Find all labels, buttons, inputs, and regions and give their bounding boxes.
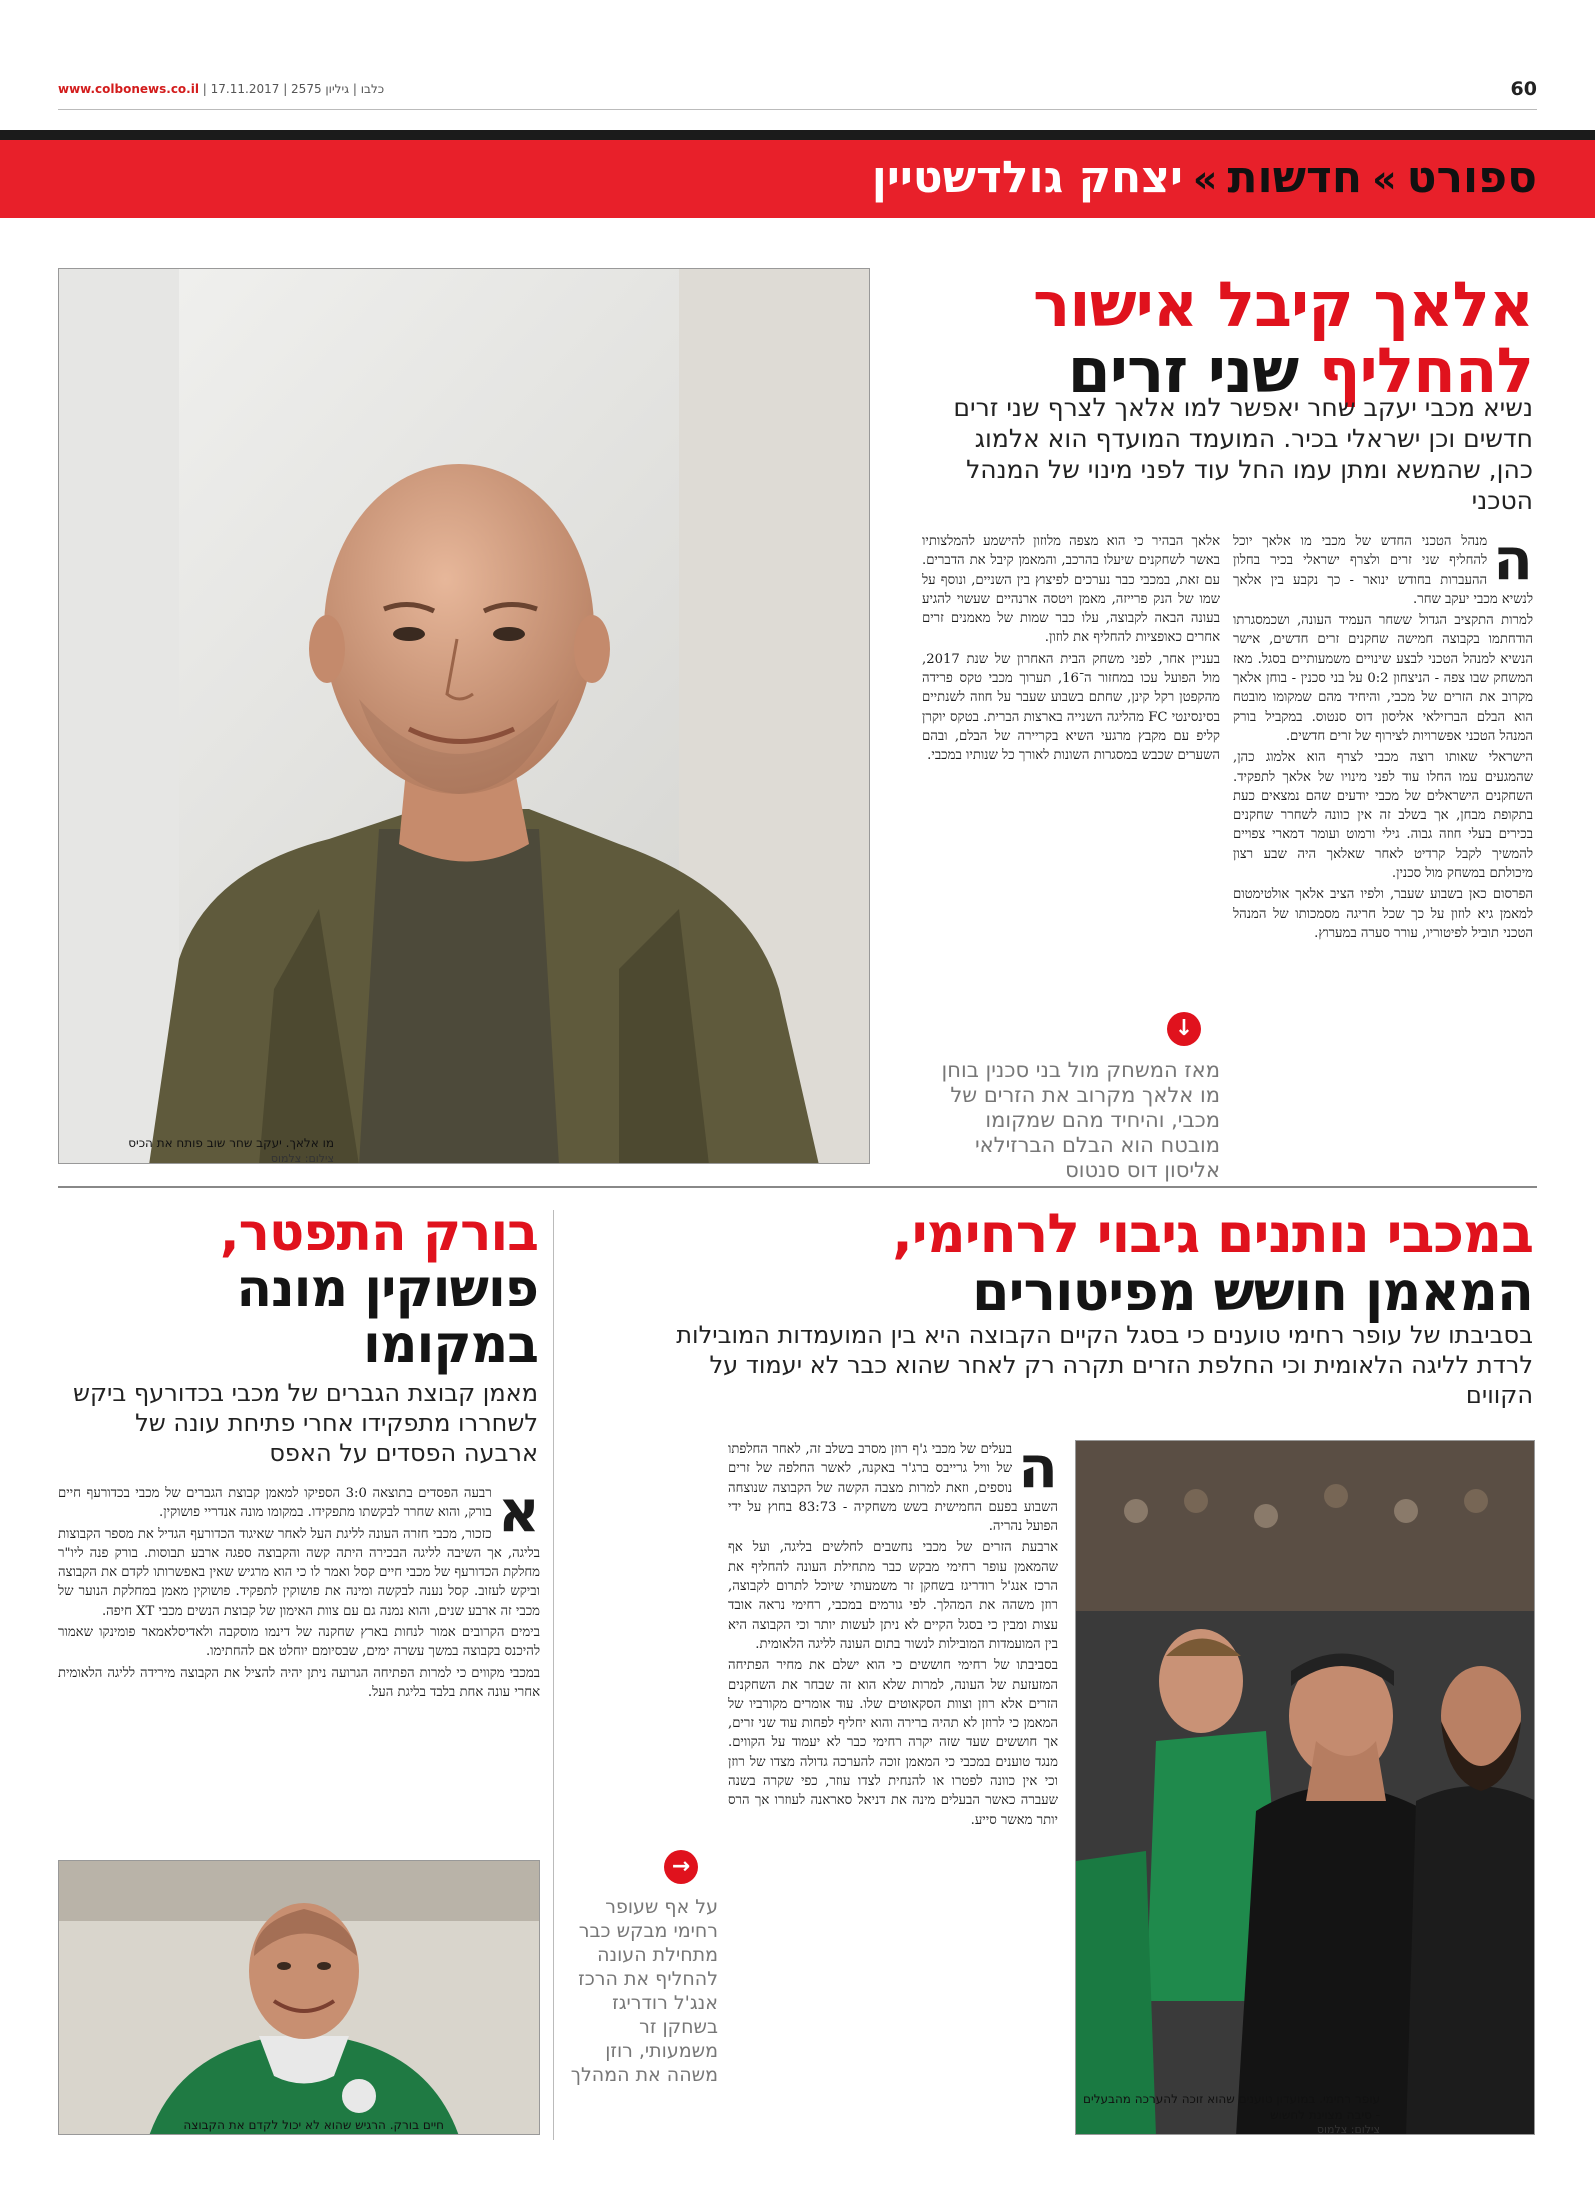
top-strip: [58, 78, 1537, 104]
article3-subhead: מאמן קבוצת הגברים של מכבי בכדורעף ביקש לשחררו מתפקידו אחרי פתיחת עונה של ארבעה הפסדים על האפס: [73, 1379, 538, 1467]
portrait-illustration: [59, 269, 870, 1164]
paragraph: בעניין אחר, לפני משחק הבית האחרון של שנת 2017, מול הפועל עכו במחזור ה־16, תערוך מכבי טקס פרידה מהקפטן רקל קינן, שחתם בשבוע שעבר על חוזה לשנתיים בסינסינטי FC מהליגה השנייה בארצות הברית. בטקס יוקרן קליפ עם מקבץ מרגעי השיא בקריירה של הבלם, ובהם השערים שכבש במסגרות השונות לאורך כל שנותיו במכבי.: [922, 651, 1220, 764]
article1-pullquote: מאז המשחק מול בני סכנין בוחן מו אלאך מקרוב את הזרים של מכבי, והיחיד מהם שמקומו מובטח הוא הבלם הברזילאי אליסון דוס סנטוס: [941, 1058, 1220, 1182]
article1-column-right: [1233, 532, 1533, 1172]
article3-headline: [58, 1205, 538, 1373]
article1-photo: [58, 268, 870, 1164]
article2-headline: [653, 1202, 1533, 1323]
site-url[interactable]: www.colbonews.co.il: [58, 82, 199, 96]
section-divider: [58, 1186, 1537, 1188]
article2-subhead: בסביבתו של עופר רחימי טוענים כי בסגל הקיים הקבוצה היא בין המועמדות המובילות לרדת לליגה הלאומית וכי החלפת הזרים תקרה רק לאחר שהוא כבר לא יעמוד על הקווים: [676, 1321, 1533, 1409]
subsection-label: חדשות: [1227, 152, 1363, 203]
paragraph: במכבי מקווים כי למרות הפתיחה הגרועה ניתן יהיה להציל את הקבוצה מירידה לליגה הלאומית אחרי עונה אחת בלבד בליגת העל.: [58, 1665, 540, 1700]
breadcrumb-separator-icon: »: [1192, 157, 1218, 201]
arrow-right-icon: →: [664, 1850, 698, 1884]
issue-meta: | כלבו | גיליון 2575 | 17.11.2017: [202, 82, 385, 96]
section-bar-top-stripe: [0, 130, 1595, 140]
paragraph: מנהל הטכני החדש של מכבי מו אלאך יוכל להחליף שני זרים ולצרף ישראלי בכיר בחלון ההעברות בחודש ינואר - כך נקבע בין אלאך לנשיא מכבי יעקב שחר.: [1233, 534, 1533, 607]
caption-text: חיים בורק. הרגיש שהוא לא יכול לקדם את הקבוצה: [183, 2118, 444, 2132]
paragraph: למרות התקציב הגדול ששחר העמיד העונה, ושכמסגרתו הודחתמו בקבוצה חמישה שחקנים זרים חדשים, אישר הנשיא למנהל הטכני לבצע שינויים משמעותיים בסגל. מאז המשחק שבו צפה - הניצחון 0:2 על בני סכנין - בוחן אלאך מקרוב את הזרים של מכבי, והיחיד מהם שמקומו מובטח הוא הבלם הברזילאי אליסון דוס סנטוס. במקביל בורק המנהל הטכני אפשרויות לצירוף של זרים חדשים.: [1233, 613, 1533, 744]
article1-photo-caption: [64, 1136, 334, 1166]
section-label: ספורט: [1406, 152, 1537, 203]
article1-column-left: [922, 532, 1220, 952]
article1-headline: [923, 268, 1533, 407]
article2-dropcap: ה: [1018, 1440, 1058, 1501]
paragraph: בימים הקרובים אמור לנחות בארץ שחקנה של דינמו מוסקבה ולאדיסלאמאר פומינקו שאמור להיכנס בקבוצה במשך עשרה ימים, שבסיומם יוחלט אם להחתימו.: [58, 1625, 540, 1660]
headline-line1: במכבי נותנים גיבוי לרחימי,: [892, 1202, 1533, 1265]
caption-text: מו אלאך. יעקב שחר שוב פותח את הכיס: [128, 1136, 334, 1150]
page-number: 60: [1510, 78, 1537, 100]
article2-pullquote: על אף שעופר רחימי מבקש כבר מתחילת העונה להחליף את הרכז אנג'ל רודריגז בשחקן זר משמעותי, רוזן משהה את המהלך: [570, 1896, 718, 2086]
article2-column: [728, 1440, 1058, 2140]
paragraph: ארבעת הזרים של מכבי נחשבים לחלשים בליגה, ועל אף שהמאמן עופר רחימי מבקש כבר מתחילת העונה להחליף את הרכז אנג'ל רודריגז בשחקן זר משמעותי שיוכל לתרום לקבוצה, רוזן משהה את המהלך. לפי גורמים במכבי, רחימי נראה אובד עצות ומבין כי בסגל הקיים לא ניתן לעשות יותר וכי הקבוצה היא בין המועמדות המובילות לנשור בתום העונה לליגה הלאומית.: [728, 1540, 1058, 1652]
paragraph: בסביבתו של רחימי חוששים כי הוא ישלם את מחיר הפתיחה המזעזעת של העונה, למרות שלא הוא זה שבחר את השחקנים הזרים אלא רוזן וצוות הסקאוטים שלו. עוד אומרים מקורביו של המאמן כי לרוזן לא תהיה ברירה והוא יחליף לפחות עוד שני זרים, אך חוששים שעד שזה יקרה רחימי כבר לא יעמוד על הקווים. מנגד טוענים במכבי כי המאמן זוכה להערכה גדולה מצדו של רוזן וכי אין כוונה לפטרו או להנחית לצדו עוזר, כפי שקרה בשנה שעברה כאשר הבעלים מינה את דניאל סאראנה לעוזרו אך הרס יותר מאשר סייע.: [728, 1658, 1058, 1828]
breadcrumb-separator-icon: »: [1372, 157, 1397, 201]
author-label: יצחק גולדשטיין: [871, 152, 1183, 203]
headline-line2-red: להחליף: [1318, 334, 1533, 407]
basketball-sideline-illustration: [1076, 1441, 1535, 2135]
photo-credit: צילום: צלמוס: [1316, 2123, 1380, 2137]
article3-photo: [58, 1860, 540, 2135]
article2-photo-caption: [1080, 2092, 1380, 2137]
headline-line2: המאמן חושש מפיטורים: [972, 1260, 1533, 1323]
header-rule: [58, 109, 1537, 110]
section-breadcrumb: [872, 152, 1537, 203]
paragraph: רבעה הפסדים בתוצאה 3:0 הספיקו למאמן קבוצת הגברים של מכבי בכדורעף חיים בורק, והוא שחרר לבקשתו מתפקידו. במקומו מונה אנדריי פושוקין.: [58, 1486, 492, 1521]
headline-line1: אלאך קיבל אישור: [1032, 268, 1533, 341]
photo-credit: צילום: צלמוס: [270, 1151, 334, 1165]
headline-line1: בורק התפטר,: [219, 1203, 538, 1263]
article3-photo-caption: [64, 2118, 444, 2134]
article1-dropcap: ה: [1493, 532, 1533, 593]
caption-text: עופר רחימי. במועדון טוענים שהוא זוכה להערכה מהבעלים - סיבה מצוינת לחשוש: [1083, 2092, 1380, 2122]
section-bar: [0, 130, 1595, 218]
article3-body: [58, 1484, 540, 1850]
paragraph: כזכור, מכבי חזרה העונה לליגת העל לאחר שאיגוד הכדורעף הגדיל את מספר הקבוצות בליגה, אך השיבה לליגה הבכירה היתה קשה והקבוצה ספגה ארבע תבוסות. בורק פנה ליו"ר מחלקת הכדורעף של מכבי חיים קסל ואמר לו כי הוא מרגיש שאין באפשרותו לקדם את הקבוצה וביקש לעזוב. קסל נענה לבקשה ומינה את פושוקין לתפקיד. פושוקין מאמן במחלקת הנוער של מכבי זה ארבע שנים, והוא נמנה גם עם צוות האימון של קבוצת הנשים מכבי XT חיפה.: [58, 1526, 540, 1619]
paragraph: הפרסום כאן בשבוע שעבר, ולפיו הציב אלאך אולטימטום למאמן גיא לוזון על כך שכל חריגה מסמכותו של המנהל הטכני תוביל לפיטוריו, עורר סערה במערוץ.: [1233, 887, 1533, 941]
article3-dropcap: א: [497, 1484, 540, 1545]
arrow-down-icon: ↓: [1167, 1012, 1201, 1046]
article2-photo: [1075, 1440, 1535, 2135]
headline-line2: פושוקין מונה: [236, 1259, 538, 1319]
coach-portrait-illustration: [59, 1861, 540, 2135]
site-info: [58, 82, 384, 96]
headline-line2-black: שני זרים: [1067, 334, 1299, 407]
headline-line3: במקומו: [363, 1315, 538, 1375]
paragraph: הישראלי שאותו רוצה מכבי לצרף הוא אלמוג כהן, שהמגעים עמו החלו עוד לפני מינויו של אלאך לתפקיד. השחקנים הישראלים של מכבי יודעים שהם נמצאים כעת בתקופת מבחן, אך בשלב זה אין כוונה לשחרר שחקנים בכירים בעלי חוזה גבוה. גילי ורמוט ועומר דמארי צפויים להמשיך לקבל קרדיט לאחר שאלאך היה שבע רצון מיכולתם במשחק מול סכנין.: [1233, 750, 1533, 882]
column-divider: [553, 1210, 554, 2140]
paragraph: בעלים של מכבי ג'ף רוזן מסרב בשלב זה, לאחר החלפתו של וויל גרייבס ברג'ר באקנה, לאשר החלפה של זרים נוספים, וזאת למרות מצבה הקשה של הקבוצה שנוצחה השבוע בפעם החמישית בשש משחקיה - 83:73 בחוץ על ידי הפועל נהריה.: [728, 1442, 1058, 1535]
paragraph: אלאך הבהיר כי הוא מצפה מלוזון להישמע להמלצותיו באשר לשחקנים שיעלו בהרכב, והמאמן קיבל את הדברים. עם זאת, במכבי כבר נערכים לפיצוץ בין השניים, ונוסף על שמו של הנק פרייזה, מאמן ויטסה ארנהיים שעשוי להגיע בעונה הבאה לקבוצה, עלו כבר שמות של מאמנים זרים אחרים כאופציות להחליף את לוזון.: [922, 534, 1220, 646]
article1-subhead: נשיא מכבי יעקב שחר יאפשר למו אלאך לצרף שני זרים חדשים וכן ישראלי בכיר. המועמד המועדף הוא אלמוג כהן, שהמשא ומתן עמו החל עוד לפני מינוי של המנהל הטכני: [953, 393, 1533, 515]
